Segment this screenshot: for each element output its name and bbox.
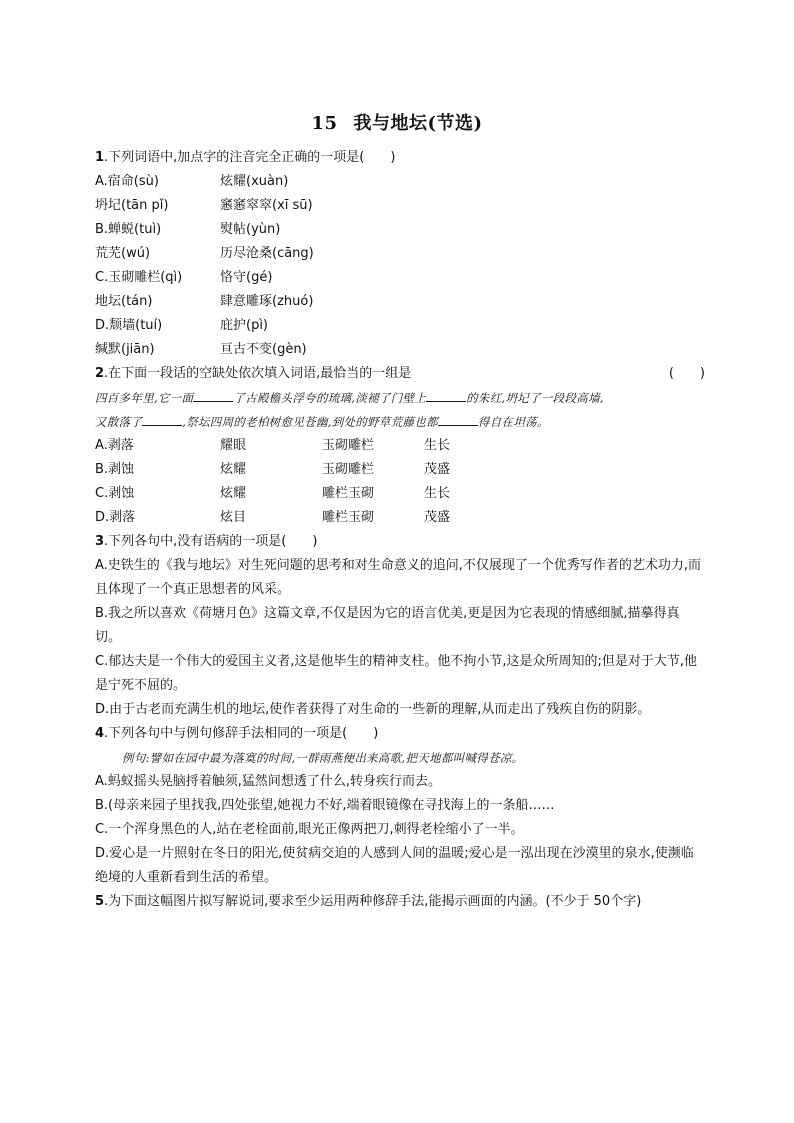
q2-passage-line (95, 410, 705, 434)
q4-example-sentence: 例句:譬如在园中最为落寞的时间,一群雨燕便出来高歌,把天地都叫喊得苍凉。 (122, 751, 524, 765)
q1-row (95, 266, 705, 290)
q2-passage-line (95, 386, 705, 410)
q1-cell: 地坛(tán) (95, 294, 153, 309)
question-number: 5 (95, 894, 105, 909)
question-number: 1 (95, 150, 105, 165)
question-text: .下列各句中与例句修辞手法相同的一项是( ) (104, 726, 379, 741)
q1-cell: A.宿命(sù) (95, 174, 159, 189)
q1-row (95, 338, 705, 362)
passage-text: 的朱红,坍圮了一段段高墙, (466, 391, 604, 405)
option-word: 生长 (424, 486, 451, 501)
q4-option-a: A.蚂蚁摇头晃脑捋着触须,猛然间想透了什么,转身疾行而去。 (95, 774, 442, 789)
question-number: 3 (95, 534, 105, 549)
answer-parentheses: ( ) (668, 366, 705, 381)
q1-cell: 历尽沧桑(cāng) (220, 246, 314, 261)
lesson-number: 15 (311, 113, 338, 134)
option-word: 炫目 (220, 510, 247, 525)
q3-option-b: B.我之所以喜欢《荷塘月色》这篇文章,不仅是因为它的语言优美,更是因为它表现的情感细腻,描摹得真切。 (95, 606, 680, 645)
q1-cell: 缄默(jiān) (95, 342, 155, 357)
q2-option-row (95, 434, 705, 458)
question-text: .下列各句中,没有语病的一项是( ) (104, 534, 318, 549)
passage-text: 得自在坦荡。 (477, 415, 549, 429)
fill-blank (426, 387, 466, 402)
lesson-title: 我与地坛(节选) (353, 113, 483, 134)
question-number: 4 (95, 726, 105, 741)
option-word: 玉砌雕栏 (322, 438, 375, 453)
option-word: B.剥蚀 (95, 462, 135, 477)
option-word: 茂盛 (424, 462, 451, 477)
option-word: A.剥落 (95, 438, 134, 453)
q1-cell: 肆意雕琢(zhuó) (220, 294, 314, 309)
q1-row (95, 314, 705, 338)
passage-text: 又散落了 (95, 415, 143, 429)
question-text: .为下面这幅图片拟写解说词,要求至少运用两种修辞手法,能揭示画面的内涵。(不少于 50个字) (104, 894, 642, 909)
q4-option-b: B.(母亲来园子里找我,四处张望,她视力不好,端着眼镜像在寻找海上的一条船…… (95, 798, 555, 813)
option-word: 耀眼 (220, 438, 247, 453)
question-number: 2 (95, 366, 105, 381)
q1-cell: 庇护(pì) (220, 318, 269, 333)
page-title (0, 109, 794, 135)
q3-option-c: C.郁达夫是一个伟大的爱国主义者,这是他毕生的精神支柱。他不拘小节,这是众所周知的;但是对于大节,他是宁死不屈的。 (95, 654, 697, 693)
q2-option-row (95, 506, 705, 530)
q1-cell: 坍圮(tān pǐ) (95, 198, 169, 213)
option-word: C.剥蚀 (95, 486, 135, 501)
option-word: 炫耀 (220, 486, 247, 501)
fill-blank (142, 411, 182, 426)
q1-cell: 亘古不变(gèn) (220, 342, 307, 357)
option-word: 玉砌雕栏 (322, 462, 375, 477)
q1-row (95, 194, 705, 218)
question-text: .在下面一段话的空缺处依次填入词语,最恰当的一组是 (104, 366, 412, 381)
question-list (95, 146, 705, 914)
option-word: 茂盛 (424, 510, 451, 525)
q3-option-d: D.由于古老而充满生机的地坛,使作者获得了对生命的一些新的理解,从而走出了残疾自伤的阴影。 (95, 702, 651, 717)
q1-cell: 熨帖(yùn) (220, 222, 281, 237)
q1-cell: 炫耀(xuàn) (220, 174, 289, 189)
passage-text: ,祭坛四周的老柏树愈见苍幽,到处的野草荒藤也都 (182, 415, 438, 429)
question-text: .下列词语中,加点字的注音完全正确的一项是( ) (104, 150, 396, 165)
question-4-stem (95, 722, 705, 746)
q2-option-row (95, 482, 705, 506)
passage-text: 四百多年里,它一面 (95, 391, 194, 405)
question-3-stem (95, 530, 705, 554)
q2-option-row (95, 458, 705, 482)
q1-cell: B.蝉蜕(tuì) (95, 222, 162, 237)
option-word: D.剥落 (95, 510, 136, 525)
fill-blank (438, 411, 478, 426)
passage-text: 了古殿檐头浮夸的琉璃,淡褪了门壁上 (233, 391, 427, 405)
q1-cell: D.颓墙(tuí) (95, 318, 163, 333)
question-1-stem (95, 146, 705, 170)
q1-cell: C.玉砌雕栏(qì) (95, 270, 183, 285)
option-word: 生长 (424, 438, 451, 453)
q1-row (95, 242, 705, 266)
q1-cell: 恪守(gé) (220, 270, 273, 285)
q1-cell: 荒芜(wú) (95, 246, 151, 261)
question-2-stem (95, 362, 705, 386)
option-word: 雕栏玉砌 (322, 486, 375, 501)
q3-option-a: A.史铁生的《我与地坛》对生死问题的思考和对生命意义的追问,不仅展现了一个优秀写作者的艺术功力,而且体现了一个真正思想者的风采。 (95, 558, 702, 597)
question-5-stem (95, 890, 705, 914)
q4-option-c: C.一个浑身黑色的人,站在老栓面前,眼光正像两把刀,刺得老栓缩小了一半。 (95, 822, 524, 837)
option-word: 炫耀 (220, 462, 247, 477)
fill-blank (193, 387, 233, 402)
q1-cell: 窸窸窣窣(xī sū) (220, 198, 313, 213)
q1-row (95, 170, 705, 194)
q1-row (95, 218, 705, 242)
q1-row (95, 290, 705, 314)
option-word: 雕栏玉砌 (322, 510, 375, 525)
q4-option-d: D.爱心是一片照射在冬日的阳光,使贫病交迫的人感到人间的温暖;爱心是一泓出现在沙漠里的泉水,使濒临绝境的人重新看到生活的希望。 (95, 846, 694, 885)
